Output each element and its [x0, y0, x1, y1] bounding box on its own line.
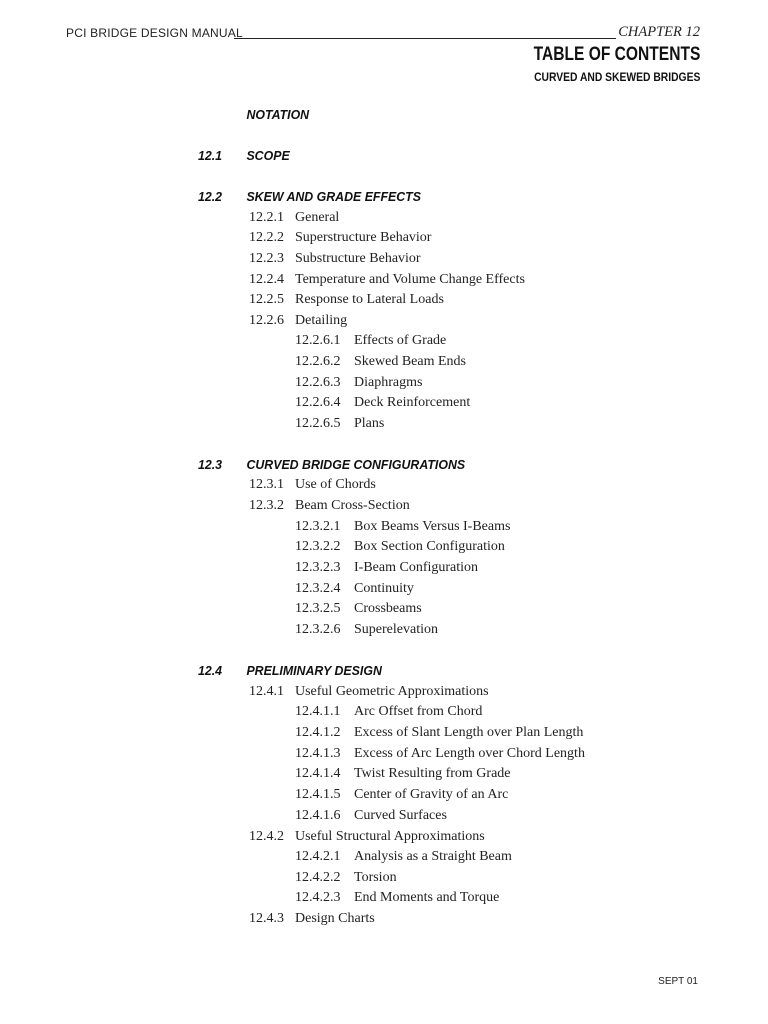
toc-number: 12.2.6.3: [295, 375, 341, 390]
toc-title: Diaphragms: [354, 375, 423, 390]
toc-number: 12.3: [198, 457, 223, 472]
toc-number: 12.4.1.2: [295, 725, 341, 740]
toc-title: Plans: [354, 416, 385, 431]
toc-title: Twist Resulting from Grade: [354, 766, 511, 781]
toc-title: Analysis as a Straight Beam: [354, 849, 512, 864]
toc-number: 12.4.1.5: [295, 787, 341, 802]
toc-number: 12.4.2.3: [295, 890, 341, 905]
toc-number: 12.3.2: [249, 498, 284, 513]
toc-number: 12.2.6.5: [295, 416, 341, 431]
toc-title: Use of Chords: [295, 477, 376, 492]
toc-number: 12.4.3: [249, 911, 284, 926]
toc-title: Excess of Arc Length over Chord Length: [354, 746, 585, 761]
toc-title: Skewed Beam Ends: [354, 354, 466, 369]
toc-title: Box Beams Versus I-Beams: [354, 519, 511, 534]
toc-title: Deck Reinforcement: [354, 395, 471, 410]
toc-number: 12.3.2.5: [295, 601, 341, 616]
toc-title: Beam Cross-Section: [295, 498, 410, 513]
toc-number: 12.3.2.4: [295, 581, 341, 596]
toc-title: CURVED BRIDGE CONFIGURATIONS: [246, 457, 466, 472]
toc-title: PRELIMINARY DESIGN: [246, 663, 382, 678]
toc-number: 12.2.1: [249, 210, 284, 225]
toc-number: 12.4: [198, 663, 223, 678]
footer-date: SEPT 01: [658, 976, 698, 987]
toc-title: SCOPE: [246, 148, 290, 163]
toc-number: 12.4.1.6: [295, 808, 341, 823]
toc-number: 12.2: [198, 189, 223, 204]
toc-title: Superelevation: [354, 622, 438, 637]
toc-title: SKEW AND GRADE EFFECTS: [246, 189, 421, 204]
toc-title: NOTATION: [246, 107, 310, 122]
toc-title: Design Charts: [295, 911, 375, 926]
toc-title: Useful Geometric Approximations: [295, 684, 489, 699]
chapter-label: CHAPTER 12: [618, 24, 700, 40]
toc-title: General: [295, 210, 340, 225]
toc-number: 12.3.2.6: [295, 622, 341, 637]
manual-title: PCI BRIDGE DESIGN MANUAL: [66, 26, 243, 40]
toc-number: 12.2.6.4: [295, 395, 341, 410]
toc-number: 12.3.2.1: [295, 519, 341, 534]
toc-number: 12.4.2: [249, 829, 284, 844]
toc-title: Curved Surfaces: [354, 808, 447, 823]
toc-title: Arc Offset from Chord: [354, 704, 483, 719]
toc-title: Box Section Configuration: [354, 539, 505, 554]
toc-title: Detailing: [295, 313, 348, 328]
toc-number: 12.4.2.1: [295, 849, 341, 864]
toc-title: End Moments and Torque: [354, 890, 500, 905]
toc-title: Substructure Behavior: [295, 251, 421, 266]
toc-number: 12.3.2.2: [295, 539, 341, 554]
toc-number: 12.4.1.4: [295, 766, 341, 781]
toc-number: 12.4.1.1: [295, 704, 341, 719]
toc-number: 12.4.1: [249, 684, 284, 699]
toc-number: 12.2.6.1: [295, 333, 341, 348]
page-subtitle: CURVED AND SKEWED BRIDGES: [533, 70, 700, 84]
header-rule: [234, 38, 616, 39]
toc-title: I-Beam Configuration: [354, 560, 479, 575]
toc-number: 12.2.4: [249, 272, 284, 287]
toc-title: Center of Gravity of an Arc: [354, 787, 509, 802]
toc-number: 12.1: [198, 148, 223, 163]
toc-title: Torsion: [354, 870, 397, 885]
toc-number: 12.3.2.3: [295, 560, 341, 575]
toc-number: 12.2.6.2: [295, 354, 341, 369]
toc-number: 12.2.3: [249, 251, 284, 266]
toc-title: Temperature and Volume Change Effects: [295, 272, 525, 287]
toc-number: 12.2.5: [249, 292, 284, 307]
toc-title: Excess of Slant Length over Plan Length: [354, 725, 584, 740]
toc-title: Useful Structural Approximations: [295, 829, 485, 844]
toc-number: 12.2.6: [249, 313, 284, 328]
page-title: TABLE OF CONTENTS: [533, 44, 700, 65]
toc-title: Continuity: [354, 581, 414, 596]
toc-number: 12.4.1.3: [295, 746, 341, 761]
toc-title: Effects of Grade: [354, 333, 447, 348]
toc-title: Response to Lateral Loads: [295, 292, 444, 307]
toc-title: Crossbeams: [354, 601, 422, 616]
toc-number: 12.2.2: [249, 230, 284, 245]
toc-number: 12.4.2.2: [295, 870, 341, 885]
toc-number: 12.3.1: [249, 477, 284, 492]
toc-title: Superstructure Behavior: [295, 230, 432, 245]
